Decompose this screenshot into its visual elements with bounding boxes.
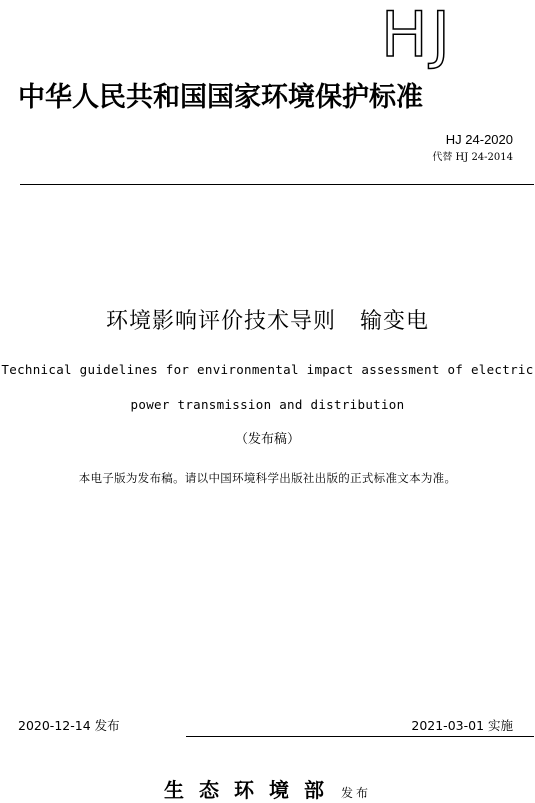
draft-label: （发布稿） xyxy=(234,432,300,447)
chinese-title: 环境影响评价技术导则 输变电 xyxy=(106,309,429,334)
standard-number: HJ 24-2020 xyxy=(445,132,513,147)
issue-date: 2020-12-14 发布 xyxy=(18,718,120,733)
english-title-line2: power transmission and distribution xyxy=(130,397,405,412)
top-divider xyxy=(20,184,534,185)
publish-label: 发布 xyxy=(340,786,371,800)
issuer-title: 中华人民共和国国家环境保护标准 xyxy=(18,82,423,113)
publisher-name: 生态环境部 xyxy=(163,778,339,802)
bottom-divider xyxy=(186,736,534,737)
english-title-line1: Technical guidelines for environmental impact assessment of electric xyxy=(1,362,534,377)
implementation-date: 2021-03-01 实施 xyxy=(411,718,513,733)
hj-logo: HJ xyxy=(381,0,454,71)
replaces-standard: 代替 HJ 24-2014 xyxy=(432,152,513,163)
edition-note: 本电子版为发布稿。请以中国环境科学出版社出版的正式标准文本为准。 xyxy=(78,471,457,485)
publisher-line xyxy=(0,774,535,803)
